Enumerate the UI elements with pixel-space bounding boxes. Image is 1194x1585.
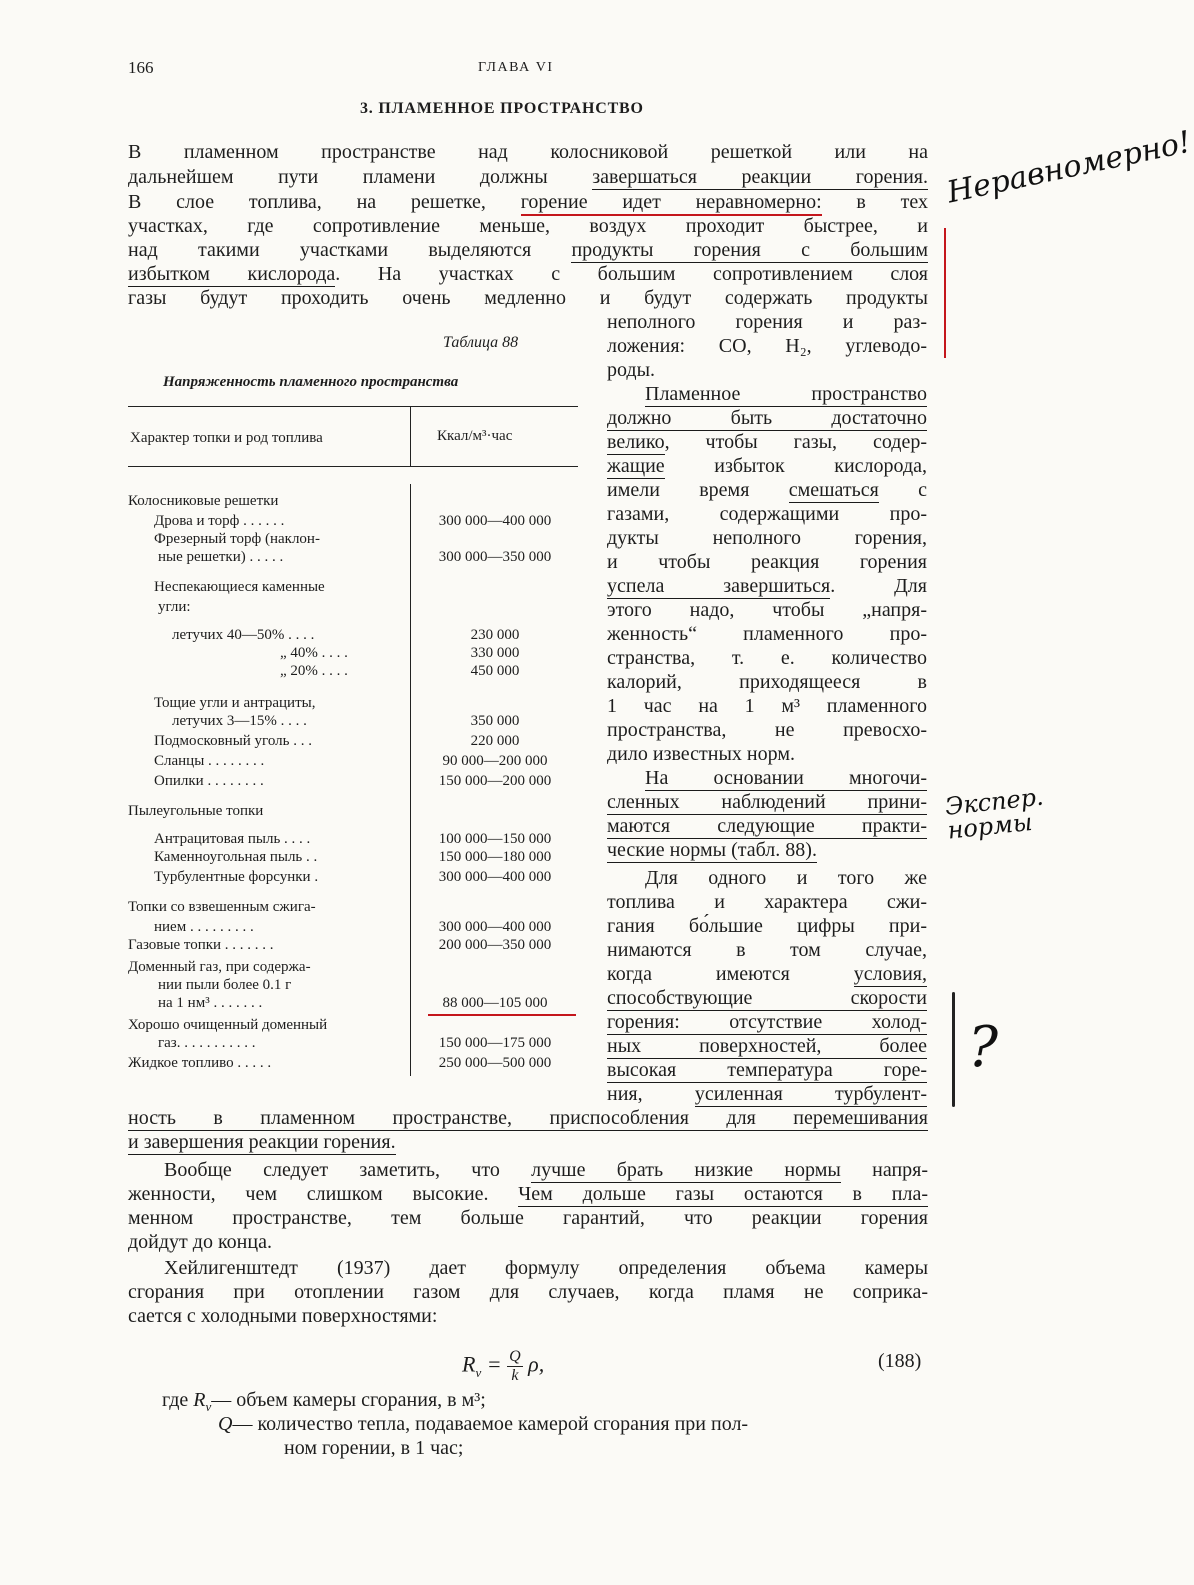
margin-note-3: ? [968,1015,999,1080]
table-row-value: 230 000 [470,627,520,643]
chapter-title: ГЛАВА VI [478,60,554,75]
table-row-label: Дрова и торф . . . . . . [154,513,285,529]
table-row-label: Неспекающиеся каменные [154,579,325,595]
p4-line-9: высокая температура горе- [607,1059,927,1081]
table-row-value: 250 000—500 000 [438,1055,552,1071]
p2-line-11: женность“ пламенного про- [607,623,927,645]
table-row-label: Доменный газ, при содержа- [128,959,311,975]
p2-line-16: дило известных норм. [607,743,795,765]
table-header-rule [128,466,578,467]
p2-line-5: имели время смешаться с [607,479,927,501]
table-row-label: летучих 40—50% . . . . [172,627,315,643]
table-row-value: 90 000—200 000 [442,753,548,769]
table-row [128,598,578,616]
margin-note-2: Экспер. нормы [943,782,1045,845]
table-row-label: газ. . . . . . . . . . . [158,1035,256,1051]
p1-line-6: избытком кислорода. На участках с большим сопротивлением слоя [128,263,929,285]
table-row [128,868,578,886]
table-row-label: Фрезерный торф (наклон- [154,531,320,547]
table-row-label: „ 40% . . . . [280,645,348,661]
table-row-label: нии пыли более 0.1 г [158,977,292,993]
p5-line-3: менном пространстве, тем больше гарантий, что реакции горения [128,1207,928,1229]
table-row-label: „ 20% . . . . [280,663,348,679]
table-row [128,898,578,916]
p5-line-4: дойдут до конца. [128,1231,272,1253]
table-row-value: 88 000—105 000 [442,995,548,1011]
table-row-label: угли: [158,599,191,615]
table-row-value: 150 000—175 000 [438,1035,552,1051]
margin-red-bar [944,228,946,358]
p6-line-2: сгорания при отоплении газом для случаев, когда пламя не соприка- [128,1281,928,1303]
table-row [128,772,578,790]
p2-line-10: этого надо, чтобы „напря- [607,599,927,621]
table-row [128,732,578,750]
table-row [128,848,578,866]
p2-line-1: Пламенное пространство [645,383,927,405]
page-number: 166 [128,58,154,77]
table-row [128,530,578,548]
table-row-label: Колосниковые решетки [128,493,279,509]
table-row [128,1016,578,1034]
table-row-label: летучих 3—15% . . . . [172,713,307,729]
table-row-label: Хорошо очищенный доменный [128,1017,328,1033]
table-row [128,936,578,954]
p3-line-1: На основании многочи- [645,767,927,789]
table-row-label: ные решетки) . . . . . [158,549,284,565]
table-row [128,1054,578,1072]
table-row-label: Антрацитовая пыль . . . . [154,831,311,847]
p1-line-2: дальнейшем пути пламени должны завершаться реакции горения. [128,166,928,188]
table-row-label: Жидкое топливо . . . . . [128,1055,272,1071]
table-row [128,662,578,680]
table-row-value: 200 000—350 000 [438,937,552,953]
p4-line-11: ность в пламенном пространстве, приспособления для перемешивания [128,1107,928,1129]
margin-note-1: Неравномерно! [944,124,1194,211]
p3-line-2: сленных наблюдений прини- [607,791,927,813]
p4-line-1: Для одного и того же [645,867,927,889]
p5-line-1: Вообще следует заметить, что лучше брать низкие нормы напря- [164,1159,928,1181]
margin-black-bar [952,992,955,1107]
p2-line-14: 1 час на 1 м³ пламенного [607,695,927,717]
table-row-label: Топки со взвешенным сжига- [128,899,316,915]
p1-col-line-2: ложения: CO, H₂, углеводо- [607,335,927,357]
table-row [128,918,578,936]
formula: $R_v$ = $\frac{Q}{k}$ ρ, [462,1348,545,1384]
where-q-cont: ном горении, в 1 час; [284,1437,464,1459]
p2-line-9: успела завершиться. Для [607,575,927,597]
p1-col-line-1: неполного горения и раз- [607,311,927,333]
table-row-label: Турбулентные форсунки . [154,869,319,885]
table-row-value: 300 000—400 000 [438,513,552,529]
table-row-label: Сланцы . . . . . . . . [154,753,265,769]
table-row [128,548,578,566]
table-title: Напряженность пламенного пространства [163,374,459,390]
table-row [128,1034,578,1052]
table-row [128,512,578,530]
p2-line-2: должно быть достаточно [607,407,927,429]
p4-line-4: нимаются в том случае, [607,939,927,961]
table-row-value: 350 000 [470,713,520,729]
p4-line-6: способствующие скорости [607,987,927,1009]
p1-line-1: В пламенном пространстве над колосниковой решеткой или на [128,141,928,163]
table-row [128,492,578,510]
p2-line-12: странства, т. е. количество [607,647,927,669]
p4-line-5: когда имеются условия, [607,963,927,985]
p1-line-5: над такими участками выделяются продукты горения с большим [128,239,928,261]
table-col2-header: Ккал/м³·час [437,428,513,444]
table-row-label: Тощие угли и антрациты, [154,695,316,711]
table-row-value: 450 000 [470,663,520,679]
table-row [128,578,578,596]
p1-line-3: В слое топлива, на решетке, горение идет неравномерно: в тех [128,190,928,214]
table-row-value: 150 000—180 000 [438,849,552,865]
p4-line-2: топлива и характера сжи- [607,891,927,913]
where-r: где $R_v—$ объем камеры сгорания, в м³; [162,1389,486,1414]
table-row-value: 220 000 [470,733,520,749]
p2-line-13: калорий, приходящееся в [607,671,927,693]
p2-line-7: дукты неполного горения, [607,527,927,549]
formula-number: (188) [878,1350,922,1372]
p1-line-7: газы будут проходить очень медленно и будут содержать продукты [128,287,928,309]
table-row-label: Каменноугольная пыль . . [154,849,318,865]
table-row [128,958,578,976]
table-row [128,626,578,644]
section-title: 3. ПЛАМЕННОЕ ПРОСТРАНСТВО [360,100,644,117]
p3-line-3: маются следующие практи- [607,815,927,837]
table-row [128,994,578,1012]
p1-col-line-3: роды. [607,359,656,381]
table-caption: Таблица 88 [443,334,519,351]
p2-line-8: и чтобы реакция горения [607,551,927,573]
table-row-value: 300 000—400 000 [438,869,552,885]
p2-line-6: газами, содержащими про- [607,503,927,525]
table-row [128,802,578,820]
p1-line-4: участках, где сопротивление меньше, воздух проходит быстрее, и [128,215,928,237]
table-row-value: 330 000 [470,645,520,661]
p4-line-8: ных поверхностей, более [607,1035,927,1057]
p4-line-3: гания бо́льшие цифры при- [607,915,927,937]
table-row-label: Газовые топки . . . . . . . [128,937,274,953]
table-row-value: 300 000—400 000 [438,919,552,935]
table-row [128,712,578,730]
table-row-label: Опилки . . . . . . . . [154,773,264,789]
p4-line-10: ния, усиленная турбулент- [607,1083,927,1105]
p6-line-1: Хейлигенштедт (1937) дает формулу определения объема камеры [164,1257,928,1279]
table-row-label: Пылеугольные топки [128,803,264,819]
table-row [128,694,578,712]
p4-line-12: и завершения реакции горения. [128,1131,396,1153]
p5-line-2: женности, чем слишком высокие. Чем дольше газы остаются в пла- [128,1183,928,1205]
red-underline-row [428,1014,576,1016]
table-row-label: нием . . . . . . . . . [154,919,254,935]
p6-line-3: сается с холодными поверхностями: [128,1305,438,1327]
table-row [128,644,578,662]
table-row-label: Подмосковный уголь . . . [154,733,312,749]
p3-line-4: ческие нормы (табл. 88). [607,839,817,861]
table-header-divider [410,406,411,466]
table-col1-header: Характер топки и род топлива [130,430,323,446]
p2-line-15: пространства, не превосхо- [607,719,927,741]
table-row-value: 100 000—150 000 [438,831,552,847]
table-row [128,976,578,994]
p4-line-7: горения: отсутствие холод- [607,1011,927,1033]
table-row-value: 150 000—200 000 [438,773,552,789]
where-q: Q— количество тепла, подаваемое камерой сгорания при пол- [218,1413,749,1435]
table-top-rule [128,406,578,407]
p2-line-4: жащие избыток кислорода, [607,455,927,477]
p2-line-3: велико, чтобы газы, содер- [607,431,927,453]
table-row-label: на 1 нм³ . . . . . . . [158,995,263,1011]
table-row [128,752,578,770]
table-row [128,830,578,848]
table-row-value: 300 000—350 000 [438,549,552,565]
